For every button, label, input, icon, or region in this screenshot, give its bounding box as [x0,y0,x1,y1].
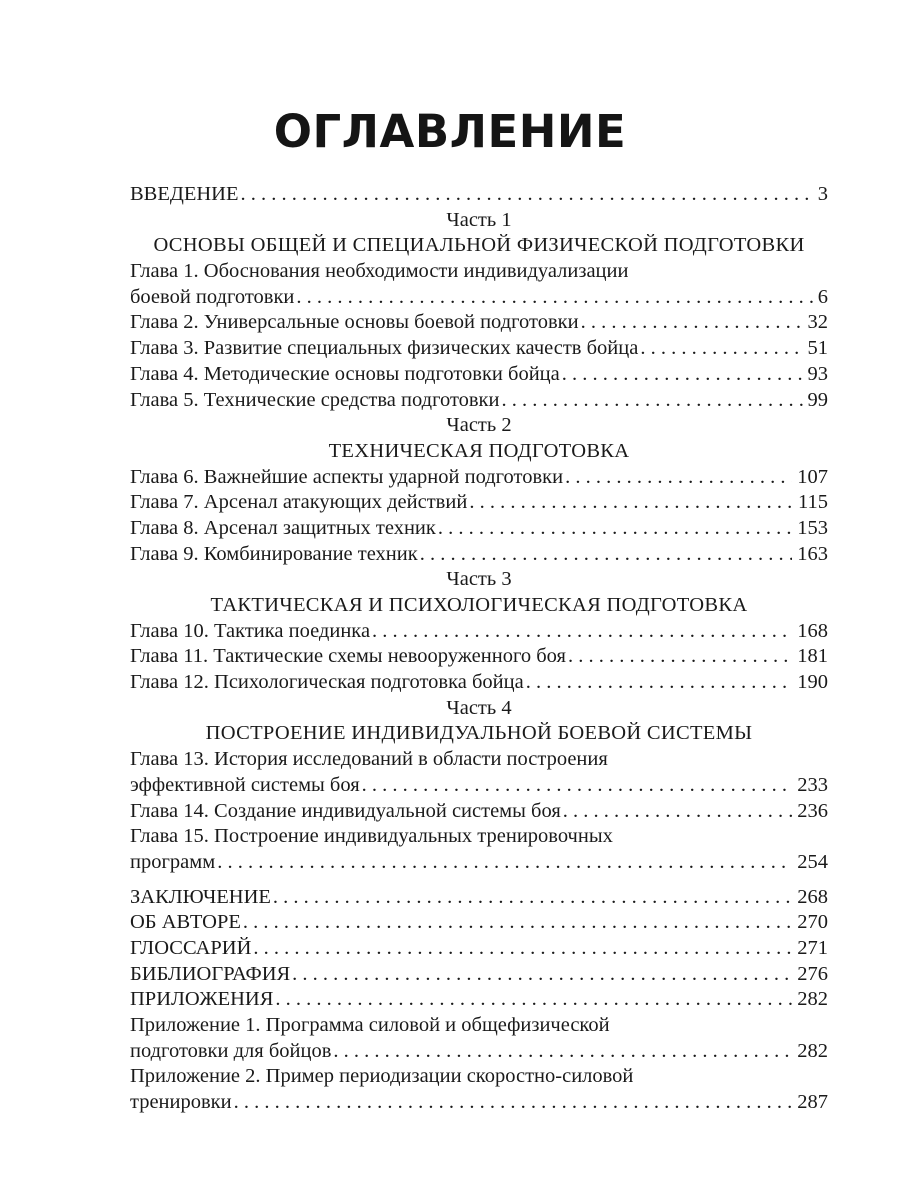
dot-leader [253,936,792,962]
toc-page-number: 271 [797,936,828,959]
dot-leader [292,962,792,988]
table-of-contents [130,182,828,1116]
dot-leader [562,362,803,388]
dot-leader [640,336,802,362]
toc-entry-intro[interactable] [130,182,828,208]
toc-page-number: 32 [807,311,828,334]
toc-page-number: 276 [797,962,828,985]
toc-entry-line[interactable]: Глава 15. Построение индивидуальных тренировочных [130,825,613,848]
toc-page-number: 163 [797,542,828,565]
toc-page-number: 236 [797,799,828,822]
dot-leader [568,644,792,670]
part-title: ОСНОВЫ ОБЩЕЙ И СПЕЦИАЛЬНОЙ ФИЗИЧЕСКОЙ ПОДГОТОВКИ [153,234,805,257]
toc-entry-label: ЗАКЛЮЧЕНИЕ [130,885,271,908]
dot-leader [362,773,793,799]
toc-entry-label: ГЛОССАРИЙ [130,936,252,959]
toc-entry-chapter-12[interactable] [130,670,828,696]
toc-entry-chapter-9[interactable] [130,542,828,568]
toc-page-number: 282 [797,988,828,1011]
toc-entry-line[interactable]: Приложение 1. Программа силовой и общефизической [130,1014,610,1036]
toc-page-number: 268 [797,885,828,908]
part-label: Часть 3 [446,568,512,591]
toc-entry-chapter-6[interactable] [130,465,828,491]
toc-page-number: 3 [817,183,828,205]
toc-entry-line[interactable]: Приложение 2. Пример периодизации скоростно-силовой [130,1065,634,1088]
toc-entry-appendix-2[interactable] [130,1090,828,1116]
dot-leader [372,619,792,645]
toc-page-number: 270 [797,911,828,934]
toc-entry-label: ВВЕДЕНИЕ [130,183,239,205]
toc-page-number: 107 [797,465,828,488]
toc-entry-label: эффективной системы боя [130,773,360,796]
dot-leader [420,542,793,568]
toc-entry-chapter-11[interactable] [130,644,828,670]
toc-entry-label: Глава 5. Технические средства подготовки [130,388,500,411]
toc-entry-chapter-15[interactable] [130,850,828,876]
toc-entry-chapter-10[interactable] [130,619,828,645]
toc-page-number: 99 [807,388,828,411]
toc-entry-chapter-3[interactable] [130,336,828,362]
toc-entry-chapter-8[interactable] [130,516,828,542]
toc-entry-label: Глава 12. Психологическая подготовка бойца [130,671,524,694]
dot-leader [565,465,792,491]
toc-page-number: 168 [797,619,828,642]
toc-entry-label: тренировки [130,1091,232,1114]
toc-entry-label: подготовки для бойцов [130,1039,332,1062]
part-title: ПОСТРОЕНИЕ ИНДИВИДУАЛЬНОЙ БОЕВОЙ СИСТЕМЫ [205,722,753,745]
dot-leader [275,987,792,1013]
dot-leader [469,490,793,516]
toc-page-number: 115 [798,491,828,514]
toc-entry-label: ОБ АВТОРЕ [130,911,241,934]
dot-leader [581,310,803,336]
toc-entry-label: Глава 6. Важнейшие аспекты ударной подготовки [130,465,564,488]
toc-page-number: 282 [797,1039,828,1062]
dot-leader [296,285,812,311]
toc-entry-label: Глава 4. Методические основы подготовки бойца [130,362,560,385]
toc-entry-label: БИБЛИОГРАФИЯ [130,962,291,985]
page-title: ОГЛАВЛЕНИЕ [273,105,627,158]
toc-entry-appendices[interactable] [130,987,828,1013]
toc-entry-conclusion[interactable] [130,885,828,911]
dot-leader [217,850,792,876]
dot-leader [234,1090,793,1116]
toc-entry-label: Глава 3. Развитие специальных физических качеств бойца [130,337,639,360]
toc-entry-label: Глава 14. Создание индивидуальной системы боя [130,799,561,822]
toc-entry-label: Глава 10. Тактика поединка [130,619,371,642]
toc-entry-chapter-2[interactable] [130,310,828,336]
toc-entry-glossary[interactable] [130,936,828,962]
dot-leader [243,910,792,936]
toc-entry-bibliography[interactable] [130,962,828,988]
toc-page-number: 51 [807,337,828,360]
toc-entry-label: боевой подготовки [130,285,295,308]
part-label: Часть 4 [446,696,512,719]
dot-leader [502,388,803,414]
toc-page-number: 190 [797,671,828,694]
toc-entry-label: Глава 8. Арсенал защитных техник [130,516,436,539]
part-label: Часть 2 [446,414,512,437]
toc-entry-chapter-7[interactable] [130,490,828,516]
section-spacer [130,876,828,885]
toc-entry-chapter-1[interactable] [130,285,828,311]
part-title: ТЕХНИЧЕСКАЯ ПОДГОТОВКА [328,439,630,462]
toc-entry-label: Глава 2. Универсальные основы боевой подготовки [130,311,579,334]
toc-entry-chapter-13[interactable] [130,773,828,799]
toc-page-number: 93 [807,362,828,385]
toc-entry-label: Глава 7. Арсенал атакующих действий [130,491,468,514]
toc-entry-line[interactable]: Глава 1. Обоснования необходимости индивидуализации [130,260,629,283]
toc-page-number: 181 [797,645,828,668]
toc-entry-chapter-4[interactable] [130,362,828,388]
toc-entry-chapter-14[interactable] [130,799,828,825]
toc-entry-line[interactable]: Глава 13. История исследований в области построения [130,748,608,771]
toc-page-number: 6 [817,285,828,308]
dot-leader [438,516,792,542]
toc-page-number: 254 [797,850,828,873]
toc-entry-label: Глава 11. Тактические схемы невооруженного боя [130,645,566,668]
dot-leader [333,1039,792,1065]
dot-leader [241,182,813,208]
toc-page-number: 287 [797,1091,828,1114]
toc-entry-label: Глава 9. Комбинирование техник [130,542,418,565]
toc-entry-label: программ [130,850,216,873]
toc-page-number: 233 [797,773,828,796]
toc-entry-about-author[interactable] [130,910,828,936]
dot-leader [273,885,792,911]
toc-page-number: 153 [797,516,828,539]
toc-entry-chapter-5[interactable] [130,388,828,414]
part-title: ТАКТИЧЕСКАЯ И ПСИХОЛОГИЧЕСКАЯ ПОДГОТОВКА [210,594,748,616]
dot-leader [526,670,793,696]
toc-entry-label: ПРИЛОЖЕНИЯ [130,988,274,1011]
part-label: Часть 1 [446,208,512,231]
toc-entry-appendix-1[interactable] [130,1039,828,1065]
dot-leader [563,799,792,825]
